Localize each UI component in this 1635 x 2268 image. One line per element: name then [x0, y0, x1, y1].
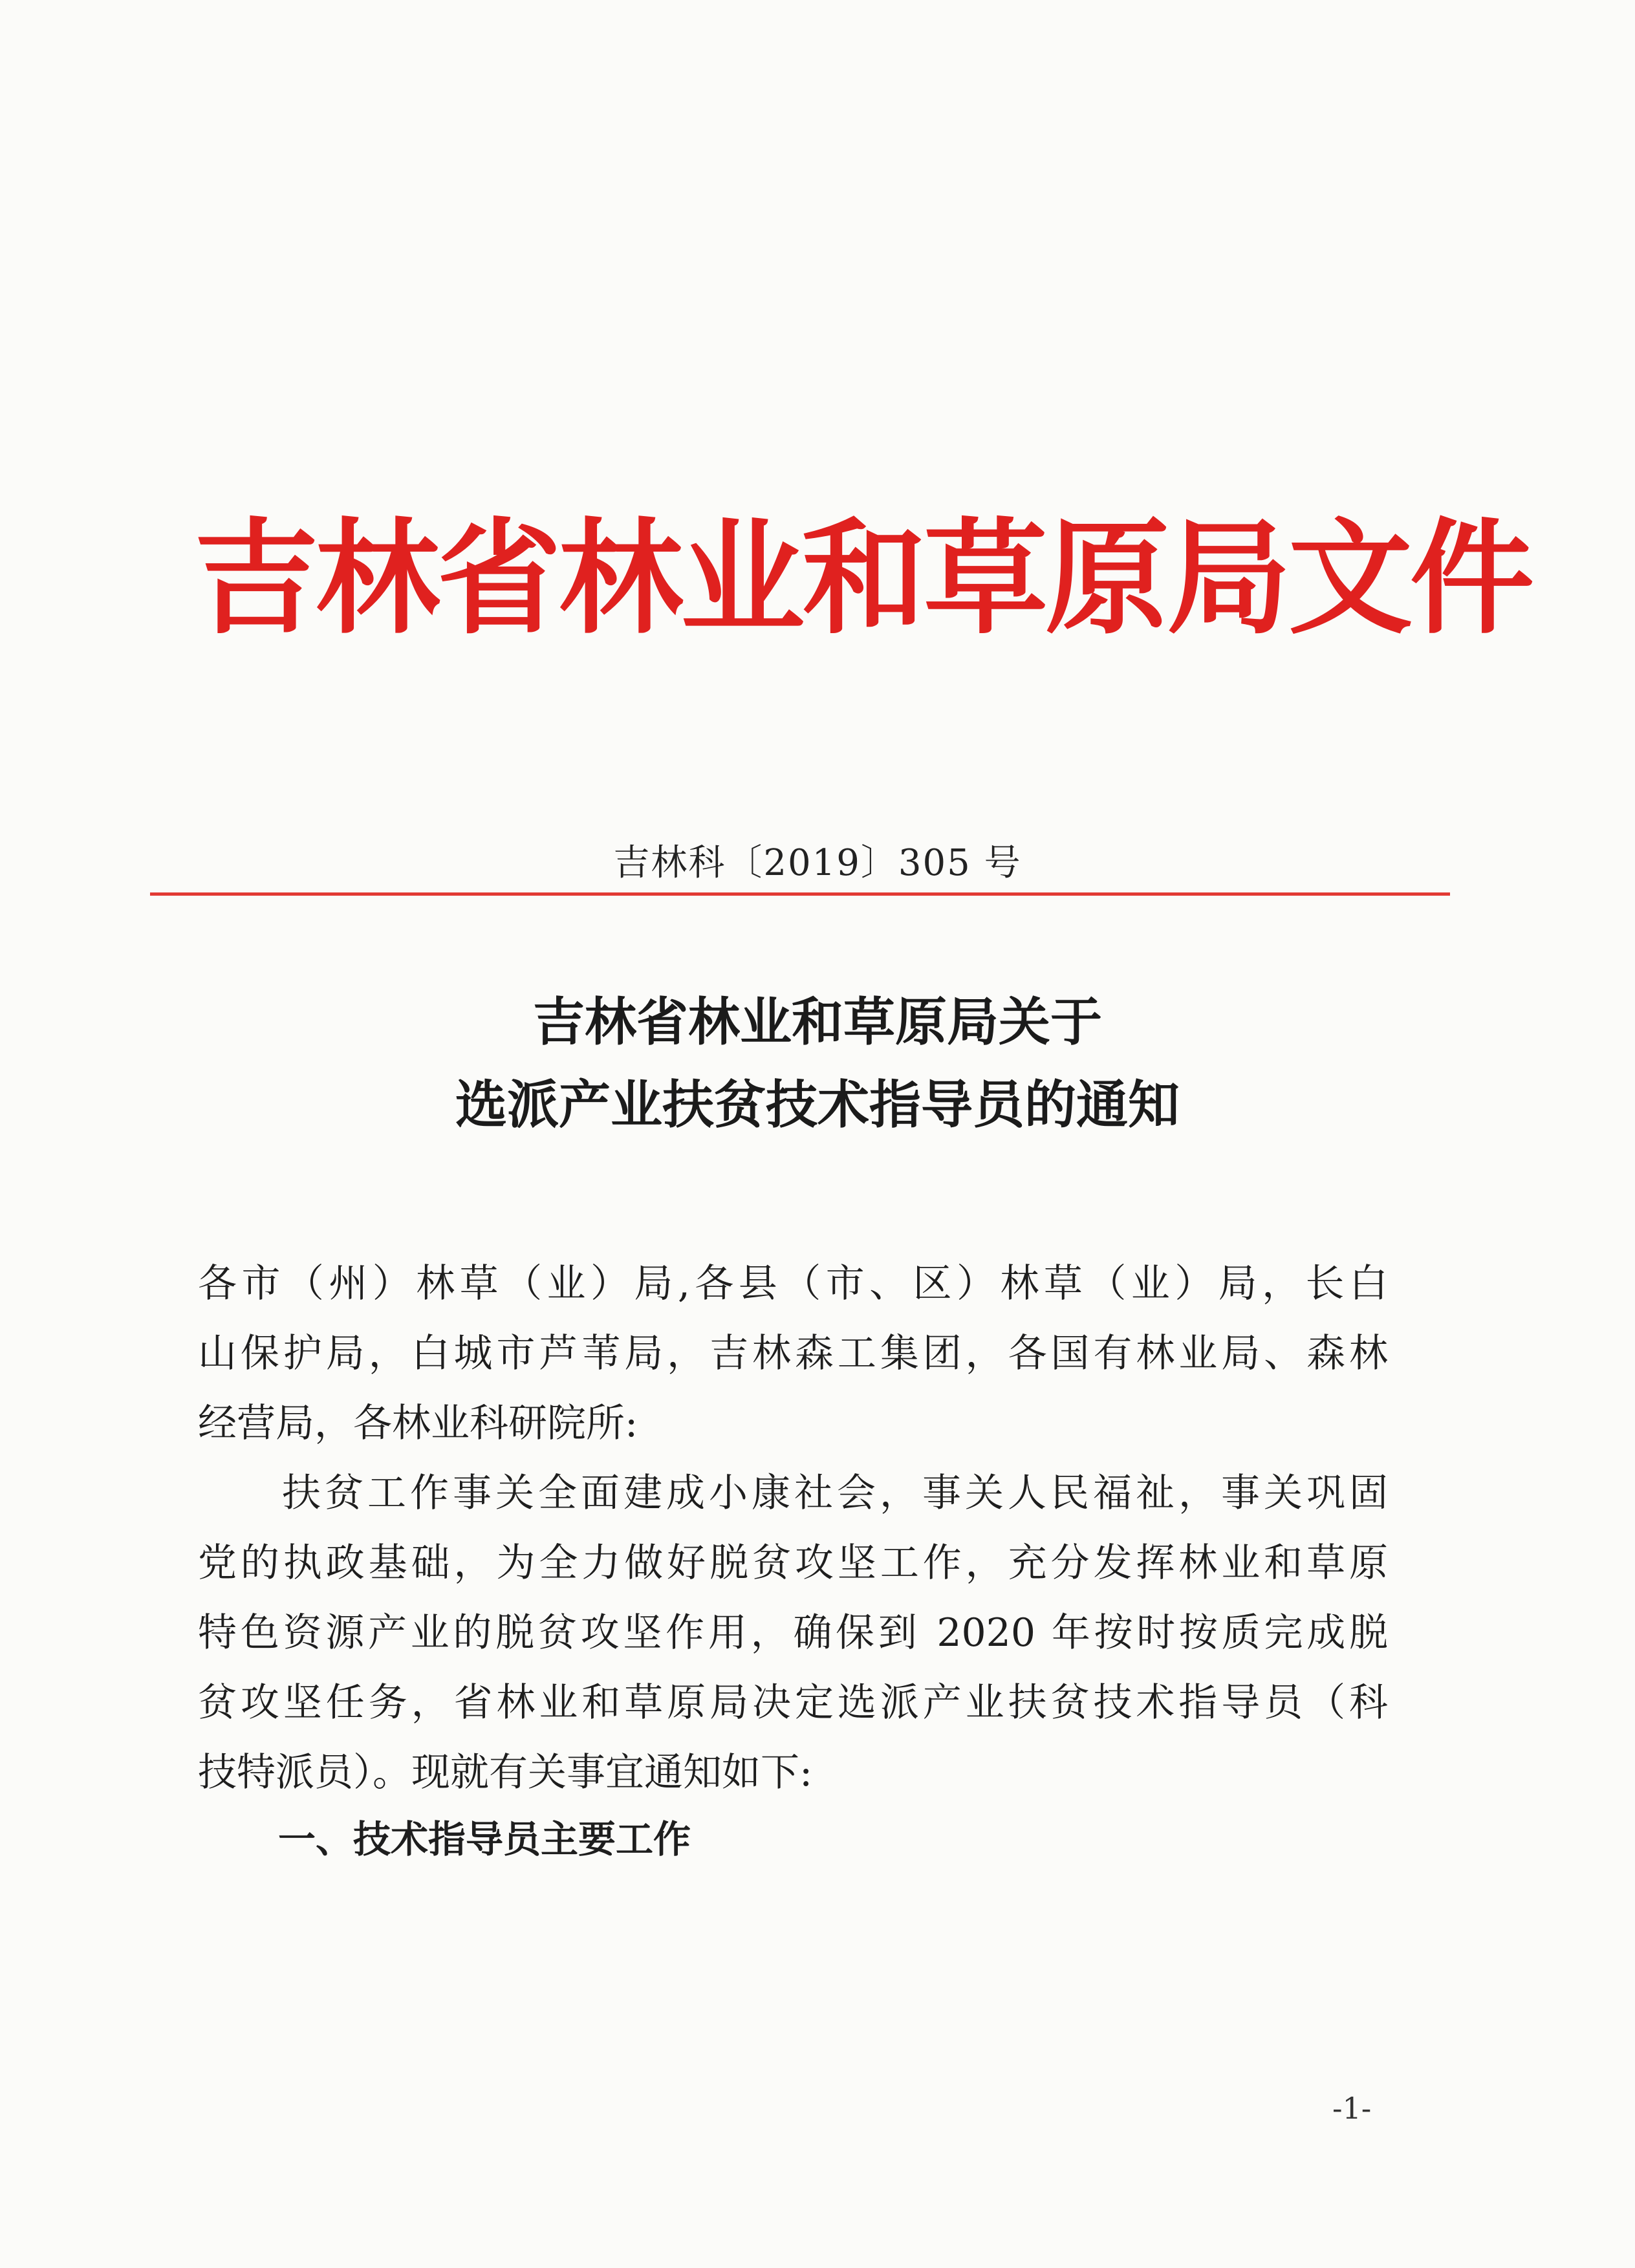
- paragraph-line-4: 贫攻坚任务，省林业和草原局决定选派产业扶贫技术指导员（科: [198, 1680, 1388, 1725]
- notice-title-line-1: 吉林省林业和草原局关于: [533, 991, 1102, 1052]
- addressee-line-2: 山保护局，白城市芦苇局，吉林森工集团，各国有林业局、森林: [198, 1331, 1388, 1376]
- paragraph-line-1: 扶贫工作事关全面建成小康社会，事关人民福祉，事关巩固: [282, 1471, 1388, 1516]
- addressee-line-3: 经营局，各林业科研院所:: [198, 1401, 638, 1446]
- paragraph-line-5: 技特派员）。现就有关事宜通知如下:: [198, 1750, 813, 1795]
- paragraph-line-2: 党的执政基础，为全力做好脱贫攻坚工作，充分发挥林业和草原: [198, 1540, 1388, 1586]
- red-letterhead-title: 吉林省林业和草原局文件: [194, 507, 1532, 651]
- paragraph-line-3: 特色资源产业的脱贫攻坚作用，确保到 2020 年按时按质完成脱: [198, 1610, 1388, 1656]
- addressee-line-1: 各市（州）林草（业）局,各县（市、区）林草（业）局，长白: [198, 1261, 1388, 1306]
- page-number: -1-: [1332, 2091, 1372, 2126]
- red-divider-line: [150, 892, 1450, 896]
- notice-title-line-2: 选派产业扶贫技术指导员的通知: [455, 1074, 1180, 1135]
- document-number: 吉林科〔2019〕305 号: [613, 842, 1022, 884]
- section-heading: 一、技术指导员主要工作: [278, 1817, 691, 1861]
